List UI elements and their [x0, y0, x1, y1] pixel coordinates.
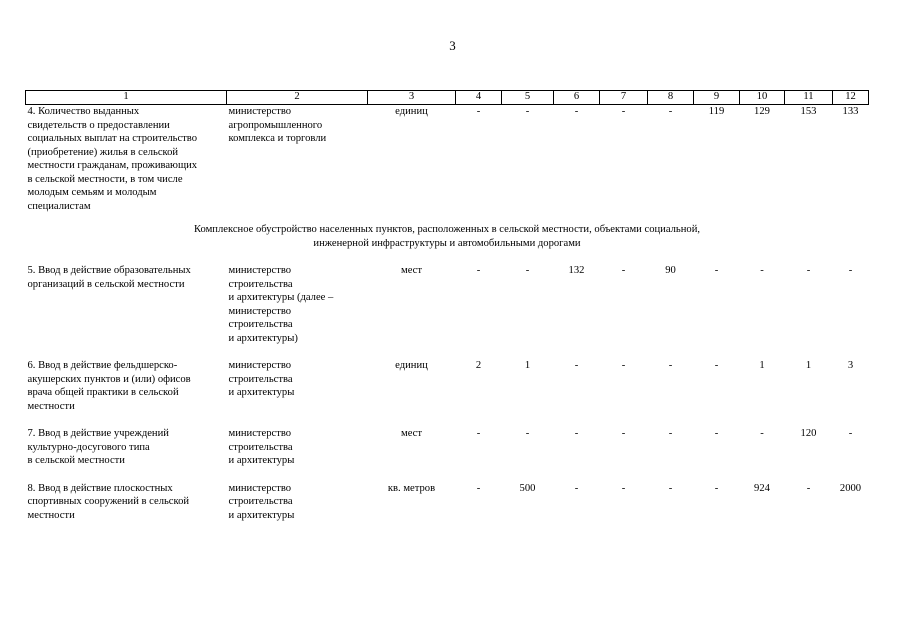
indicator-line: спортивных сооружений в сельской: [27, 496, 190, 507]
indicator-line: свидетельств о предоставлении: [27, 119, 170, 131]
value-cell: -: [525, 106, 530, 117]
indicator-line: местности: [27, 509, 75, 521]
value-cell: -: [621, 428, 626, 439]
section-heading-line: инженерной инфраструктуры и автомобильными дорогами: [313, 237, 581, 249]
indicator-line: врача общей практики в сельской: [27, 387, 179, 398]
value-cell: -: [760, 428, 764, 439]
indicator-line: культурно-досугового типа: [27, 441, 150, 453]
column-number-row: [26, 91, 869, 105]
value-cell: 924: [754, 482, 770, 494]
indicator-line: организаций в сельской местности: [27, 278, 185, 290]
executor-line: министерство: [228, 428, 292, 439]
column-number: 2: [227, 91, 368, 105]
section-heading-line: Комплексное обустройство населенных пунктов, расположенных в сельской местности, объектами социальной,: [193, 224, 701, 235]
executor-line: и архитектуры: [228, 509, 295, 521]
column-number: 10: [740, 91, 785, 105]
executor-line: министерство: [228, 265, 292, 276]
column-number: 7: [600, 91, 648, 105]
executor-line: комплекса и торговли: [228, 133, 327, 144]
value-cell: -: [714, 428, 719, 439]
value-cell: -: [806, 265, 811, 276]
value-cell: -: [668, 106, 673, 117]
section-heading: [26, 213, 869, 264]
value-cell: -: [621, 106, 626, 117]
value-cell: -: [476, 482, 481, 494]
value-cell: -: [668, 482, 673, 494]
indicator-line: в сельской местности: [27, 455, 125, 466]
executor-line: строительства: [228, 441, 293, 453]
executor-line: министерство: [228, 106, 292, 117]
executor-cell: [227, 105, 368, 214]
executor-line: министерство: [228, 360, 292, 371]
indicator-line: 4. Количество выданных: [27, 106, 140, 117]
indicator-line: акушерских пунктов и (или) офисов: [27, 373, 191, 385]
page-number: 3: [449, 38, 456, 53]
value-cell: -: [848, 428, 853, 439]
value-cell: -: [621, 265, 626, 276]
indicator-cell: [26, 359, 227, 413]
table-row: [26, 105, 869, 214]
value-cell: -: [574, 482, 579, 494]
executor-line: и архитектуры (далее –: [228, 292, 334, 303]
value-cell: -: [525, 265, 530, 276]
executor-line: строительства: [228, 278, 293, 290]
value-cell: 2000: [839, 482, 862, 494]
indicator-line: 6. Ввод в действие фельдшерско-: [27, 360, 178, 371]
value-cell: 2: [475, 360, 482, 371]
value-cell: 153: [800, 106, 817, 117]
unit-cell: мест: [400, 428, 422, 439]
executor-line: и архитектуры): [228, 332, 298, 344]
unit-cell: единиц: [395, 360, 428, 371]
column-number: 12: [833, 91, 869, 105]
value-cell: -: [668, 428, 673, 439]
indicators-table: [25, 90, 869, 522]
column-number: 4: [456, 91, 502, 105]
value-cell: -: [574, 428, 579, 439]
table-row: [26, 359, 869, 413]
value-cell: -: [714, 360, 719, 371]
executor-line: министерство: [228, 305, 292, 317]
value-cell: 3: [847, 360, 854, 371]
indicator-line: в сельской местности, в том числе: [27, 173, 183, 185]
column-number: 11: [785, 91, 833, 105]
value-cell: 500: [519, 482, 536, 494]
section-heading-row: [26, 213, 869, 264]
indicator-line: молодым семьям и молодым: [27, 187, 157, 198]
value-cell: -: [621, 360, 626, 371]
value-cell: 129: [754, 106, 770, 117]
value-cell: -: [476, 265, 481, 276]
column-number: 9: [694, 91, 740, 105]
executor-line: строительства: [228, 319, 293, 330]
value-cell: -: [806, 482, 811, 494]
value-cell: -: [476, 428, 481, 439]
value-cell: 120: [800, 428, 817, 439]
table-row: [26, 427, 869, 468]
indicator-line: специалистам: [27, 200, 91, 212]
value-cell: -: [848, 265, 853, 276]
value-cell: 1: [805, 360, 812, 371]
indicator-line: местности гражданам, проживающих: [27, 160, 198, 171]
indicator-cell: [26, 264, 227, 345]
indicator-line: (приобретение) жилья в сельской: [27, 146, 179, 158]
executor-line: строительства: [228, 496, 293, 507]
value-cell: 1: [524, 360, 531, 371]
table-row: [26, 482, 869, 523]
column-number: 6: [554, 91, 600, 105]
executor-line: и архитектуры: [228, 455, 295, 466]
value-cell: -: [714, 482, 719, 494]
value-cell: 90: [665, 265, 676, 276]
indicator-line: социальных выплат на строительство: [27, 133, 198, 144]
column-number: 3: [368, 91, 456, 105]
executor-line: агропромышленного: [228, 119, 323, 131]
value-cell: 119: [708, 106, 725, 117]
executor-cell: [227, 427, 368, 468]
executor-line: и архитектуры: [228, 387, 295, 398]
value-cell: 133: [842, 106, 859, 117]
unit-cell: единиц: [395, 106, 428, 117]
executor-cell: [227, 359, 368, 413]
column-number: 1: [26, 91, 227, 105]
indicator-line: 7. Ввод в действие учреждений: [27, 428, 169, 439]
indicator-line: местности: [27, 400, 75, 412]
indicator-cell: [26, 105, 227, 214]
indicator-cell: [26, 427, 227, 468]
value-cell: -: [621, 482, 626, 494]
unit-cell: мест: [400, 265, 422, 276]
table-row: [26, 264, 869, 345]
indicator-line: 8. Ввод в действие плоскостных: [27, 482, 173, 494]
value-cell: 132: [568, 265, 585, 276]
executor-line: строительства: [228, 373, 293, 385]
value-cell: -: [574, 106, 579, 117]
value-cell: -: [668, 360, 673, 371]
value-cell: -: [714, 265, 719, 276]
unit-cell: кв. метров: [387, 482, 436, 494]
value-cell: -: [476, 106, 481, 117]
value-cell: -: [525, 428, 530, 439]
column-number: 5: [502, 91, 554, 105]
column-number: 8: [648, 91, 694, 105]
value-cell: 1: [759, 360, 765, 371]
indicator-line: 5. Ввод в действие образовательных: [27, 265, 191, 276]
value-cell: -: [574, 360, 579, 371]
executor-line: министерство: [228, 482, 292, 494]
executor-cell: [227, 264, 368, 345]
executor-cell: [227, 482, 368, 523]
indicator-cell: [26, 482, 227, 523]
value-cell: -: [760, 265, 764, 276]
